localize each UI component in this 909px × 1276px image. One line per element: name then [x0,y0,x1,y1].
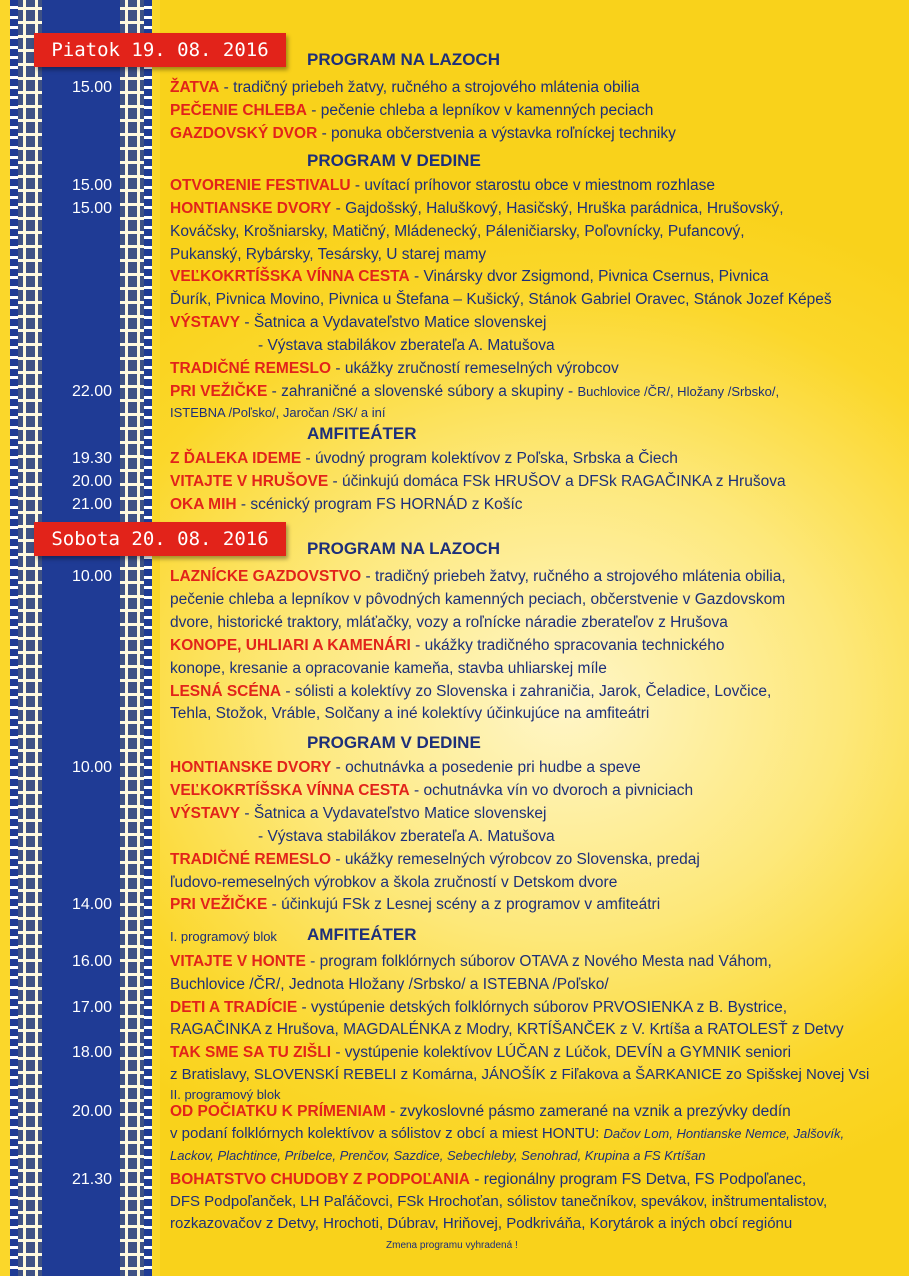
footer-note: Zmena programu vyhradená ! [386,1240,518,1251]
program-item [170,125,676,143]
time-label: 15.00 [72,200,113,217]
program-item-text: - Šatnica a Vydavateľstvo Matice slovenskej [240,805,547,822]
program-item-text: - pečenie chleba a lepníkov v kamenných peciach [306,102,654,119]
program-block-label: I. programový blok [170,929,277,944]
program-item-text: HONTIANSKE DVORY [170,759,332,776]
program-item [170,568,786,586]
program-item [170,1103,791,1121]
program-item-cont: rozkazovačov z Detvy, Hrochoti, Dúbrav, Hriňovej, Podkriváňa, Korytárok a iných obcí regiónu [170,1215,793,1232]
program-item [170,1044,791,1062]
program-item-cont: DFS Podpoľanček, LH Paľáčovci, FSk Hrochoťan, sólistov tanečníkov, spevákov, inštrumentalistov, [170,1193,828,1210]
program-item [170,177,715,195]
program-item-text: GAZDOVSKÝ DVOR [170,125,318,142]
program-item-text: - ponuka občerstvenia a výstavka roľníckej techniky [317,125,676,142]
program-item-text: OKA MIH [170,496,237,513]
program-item-cont: RAGAČINKA z Hrušova, MAGDALÉNKA z Modry, KRTÍŠANČEK z V. Krtíša a RATOLESŤ z Detvy [170,1021,844,1038]
program-item-text: - zvykoslovné pásmo zamerané na vznik a prezývky dedín [385,1103,791,1120]
time-label: 19.30 [72,450,113,467]
time-label: 10.00 [72,759,113,776]
program-item-text: OD POČIATKU K PRÍMENIAM [170,1103,386,1120]
program-item-text: VEĽKOKRTÍŠSKA VÍNNA CESTA [170,782,410,799]
program-item-text: - tradičný priebeh žatvy, ručného a strojového mlátenia obilia [219,79,640,96]
time-label: 15.00 [72,79,113,96]
program-item-text: OTVORENIE FESTIVALU [170,177,351,194]
program-item-text: TRADIČNÉ REMESLO [170,851,332,868]
program-item [170,450,678,468]
program-item [170,953,772,971]
program-item [170,805,546,823]
program-item-text: - ukážky remeselných výrobcov zo Slovenska, predaj [331,851,700,868]
program-item-text: TRADIČNÉ REMESLO [170,360,332,377]
ornament-motif-left [18,0,42,1276]
program-item-cont: Tehla, Stožok, Vráble, Solčany a iné kolektívy účinkujúce na amfiteátri [170,705,650,722]
program-item-cont: Buchlovice /ČR/, Jednota Hložany /Srbsko/ a ISTEBNA /Poľsko/ [170,976,609,993]
program-item-text: - Vinársky dvor Zsigmond, Pivnica Csernus, Pivnica [409,268,769,285]
program-item [170,896,660,914]
date-banner-saturday: Sobota 20. 08. 2016 [34,522,286,556]
time-label: 16.00 [72,953,113,970]
program-item-text: - tradičný priebeh žatvy, ručného a strojového mlátenia obilia, [361,568,786,585]
program-item-cont: pečenie chleba a lepníkov v pôvodných kamenných peciach, občerstvenie v Gazdovskom [170,591,786,608]
time-label: 20.00 [72,1103,113,1120]
program-item-text: - úvodný program kolektívov z Poľska, Srbska a Čiech [301,450,678,467]
program-item-text: Dačov Lom, Hontianske Nemce, Jalšovík, [603,1126,845,1141]
ornament-edge-left [10,0,18,1276]
program-item-text: ŽATVA [170,79,220,96]
program-item-text: - účinkujú domáca FSk HRUŠOV a DFSk RAGAČINKA z Hrušova [328,473,786,490]
time-label: 21.30 [72,1171,113,1188]
heading-program-lazoch: PROGRAM NA LAZOCH [307,539,500,558]
program-item-text: - scénický program FS HORNÁD z Košíc [236,496,523,513]
ornament-motif-right [120,0,144,1276]
time-label: 18.00 [72,1044,113,1061]
program-item [170,268,769,286]
program-item-text: - zahraničné a slovenské súbory a skupiny - [267,383,578,400]
program-item [170,759,641,777]
program-item [170,851,700,869]
time-label: 17.00 [72,999,113,1016]
time-label: 15.00 [72,177,113,194]
program-item-text: v podaní folklórnych kolektívov a sólistov z obcí a miest HONTU: [170,1125,604,1142]
program-item-text: - Gajdošský, Haluškový, Hasičský, Hruška parádnica, Hrušovský, [331,200,784,217]
date-banner-friday: Piatok 19. 08. 2016 [34,33,286,67]
program-item [170,782,693,800]
program-item-text: VÝSTAVY [170,805,241,822]
program-item [170,473,786,491]
program-item-cont [170,1125,844,1142]
program-item [170,1171,806,1189]
program-item-text: PRI VEŽIČKE [170,896,268,913]
program-item-cont: dvore, historické traktory, mláťačky, vozy a roľnícke náradie zberateľov z Hrušova [170,614,728,631]
program-item [170,200,784,218]
program-item-cont: ISTEBNA /Poľsko/, Jaročan /SK/ a iní [170,405,386,420]
program-item-text: - ochutnávka vín vo dvoroch a pivniciach [409,782,694,799]
time-label: 21.00 [72,496,113,513]
program-item-text: - sólisti a kolektívy zo Slovenska i zahraničia, Jarok, Čeladice, Lovčice, [281,683,772,700]
program-item-text: - účinkujú FSk z Lesnej scény a z programov v amfiteátri [267,896,661,913]
heading-amfiteater: AMFITEÁTER [307,925,417,944]
program-item-text: PEČENIE CHLEBA [170,102,307,119]
program-item-cont: - Výstava stabilákov zberateľa A. Matušova [258,337,555,354]
program-item [170,360,619,378]
program-item-text: VÝSTAVY [170,314,241,331]
program-item [170,496,523,514]
program-item [170,383,779,401]
program-item-text: DETI A TRADÍCIE [170,999,298,1016]
program-item [170,637,724,655]
program-item-text: LESNÁ SCÉNA [170,683,282,700]
heading-program-dedine: PROGRAM V DEDINE [307,733,481,752]
program-item [170,683,771,701]
program-item [170,314,546,332]
time-label: 20.00 [72,473,113,490]
program-item-cont: Ďurík, Pivnica Movino, Pivnica u Štefana – Kušický, Stánok Gabriel Oravec, Stánok Jozef Képeš [170,291,832,308]
program-item-text: - uvítací príhovor starostu obce v miestnom rozhlase [350,177,715,194]
program-item-text: Buchlovice /ČR/, Hložany /Srbsko/, [577,384,780,399]
program-item-text: Z ĎALEKA IDEME [170,450,302,467]
program-item-text: HONTIANSKE DVORY [170,200,332,217]
program-item-cont: ľudovo-remeselných výrobkov a škola zručností v Detskom dvore [170,874,618,891]
program-item-text: - vystúpenie detských folklórnych súborov PRVOSIENKA z B. Bystrice, [297,999,788,1016]
program-item-cont: Kováčsky, Krošniarsky, Matičný, Mládenecký, Páleničiarsky, Poľovnícky, Pufancový, [170,223,745,240]
program-item-cont: Lackov, Plachtince, Príbelce, Prenčov, Sazdice, Sebechleby, Senohrad, Krupina a FS Krtíšan [170,1148,706,1163]
program-item-text: TAK SME SA TU ZIŠLI [170,1044,332,1061]
program-item-text: VEĽKOKRTÍŠSKA VÍNNA CESTA [170,268,410,285]
program-item-text: VITAJTE V HRUŠOVE [170,473,329,490]
program-item-text: - vystúpenie kolektívov LÚČAN z Lúčok, DEVÍN a GYMNIK seniori [331,1044,792,1061]
program-item-cont: konope, kresanie a opracovanie kameňa, stavba uhliarskej míle [170,660,607,677]
heading-amfiteater: AMFITEÁTER [307,424,417,443]
program-item-text: - ukážky tradičného spracovania technického [410,637,725,654]
program-item-text: KONOPE, UHLIARI A KAMENÁRI [170,637,411,654]
program-item-cont: - Výstava stabilákov zberateľa A. Matušova [258,828,555,845]
time-label: 22.00 [72,383,113,400]
program-item-text: - ochutnávka a posedenie pri hudbe a speve [331,759,641,776]
heading-program-lazoch: PROGRAM NA LAZOCH [307,50,500,69]
program-item-text: BOHATSTVO CHUDOBY Z PODPOĽANIA [170,1171,470,1188]
program-item [170,102,653,120]
program-item-text: - program folklórnych súborov OTAVA z Nového Mesta nad Váhom, [305,953,772,970]
heading-program-dedine: PROGRAM V DEDINE [307,151,481,170]
program-item-text: - ukážky zručností remeselných výrobcov [331,360,619,377]
program-item [170,79,640,97]
program-item-text: PRI VEŽIČKE [170,383,268,400]
ornament-edge-right [144,0,152,1276]
program-item-text: - Šatnica a Vydavateľstvo Matice slovenskej [240,314,547,331]
time-label: 14.00 [72,896,113,913]
time-label: 10.00 [72,568,113,585]
program-item-text: - regionálny program FS Detva, FS Podpoľanec, [469,1171,807,1188]
program-item-cont: Pukanský, Rybársky, Tesársky, U starej mamy [170,246,487,263]
program-item-text: LAZNÍCKE GAZDOVSTVO [170,568,362,585]
program-item-cont: z Bratislavy, SLOVENSKÍ REBELI z Komárna, JÁNOŠÍK z Fiľakova a ŠARKANICE zo Spišskej Novej Vsi [170,1066,870,1083]
program-block-label: II. programový blok [170,1087,281,1102]
program-item-text: VITAJTE V HONTE [170,953,306,970]
program-item [170,999,787,1017]
